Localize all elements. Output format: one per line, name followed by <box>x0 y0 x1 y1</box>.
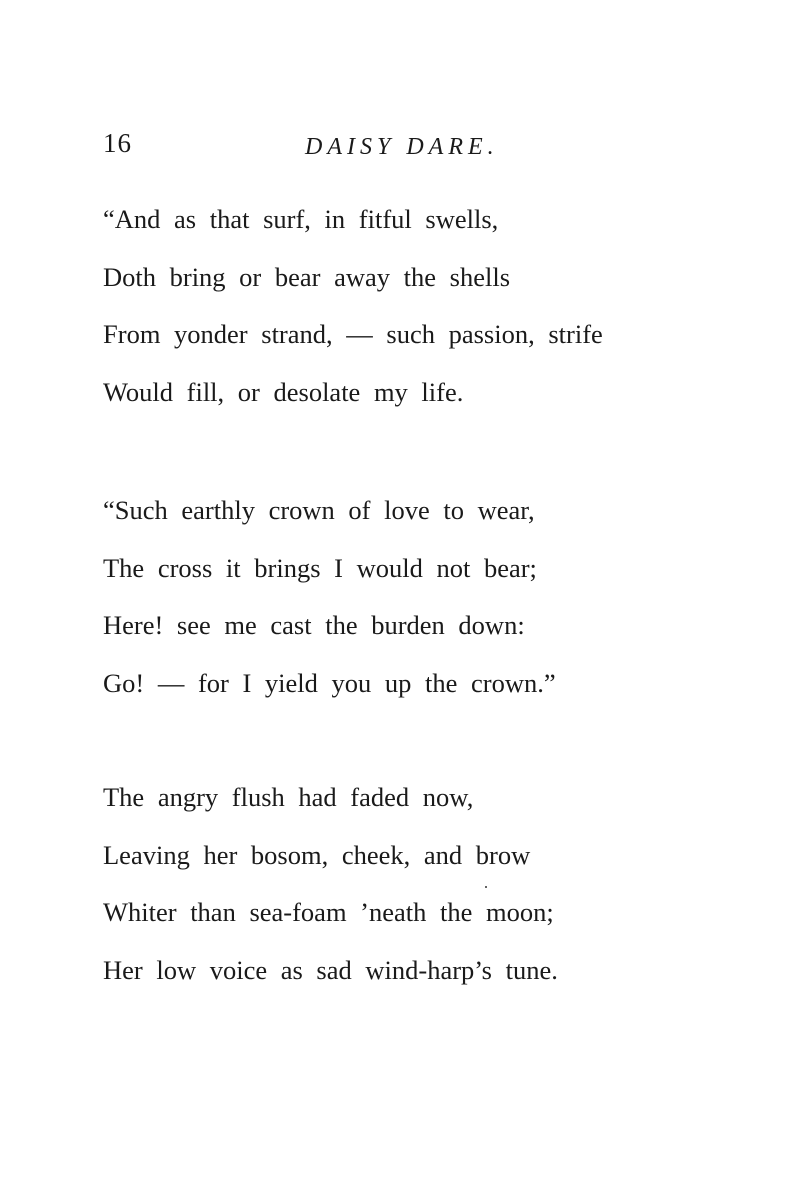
verse-line: Would fill, or desolate my life. <box>103 376 464 407</box>
verse-line: Go! — for I yield you up the crown.” <box>103 667 556 698</box>
page-header <box>0 128 800 168</box>
verse-line: From yonder strand, — such passion, strife <box>103 319 603 349</box>
verse-line: Here! see me cast the burden down: <box>103 610 525 640</box>
verse-line: Doth bring or bear away the shells <box>103 261 511 292</box>
stanza-1 <box>103 191 743 421</box>
verse-line: The angry flush had faded now, <box>103 782 474 812</box>
verse-line: The cross it brings I would not bear; <box>103 552 537 583</box>
verse-line: Leaving her bosom, cheek, and brow <box>103 839 531 870</box>
stanza-2 <box>103 482 743 712</box>
verse-line: Her low voice as sad wind-harp’s tune. <box>103 954 558 985</box>
stanza-3 <box>103 769 743 999</box>
running-title: DAISY DARE. <box>305 134 499 160</box>
verse-line: “And as that surf, in fitful swells, <box>103 204 499 234</box>
page-number: 16 <box>103 128 132 158</box>
verse-line: Whiter than sea-foam ’neath the moon; <box>103 897 554 927</box>
verse-line: “Such earthly crown of love to wear, <box>103 495 535 525</box>
print-speck <box>485 886 487 888</box>
